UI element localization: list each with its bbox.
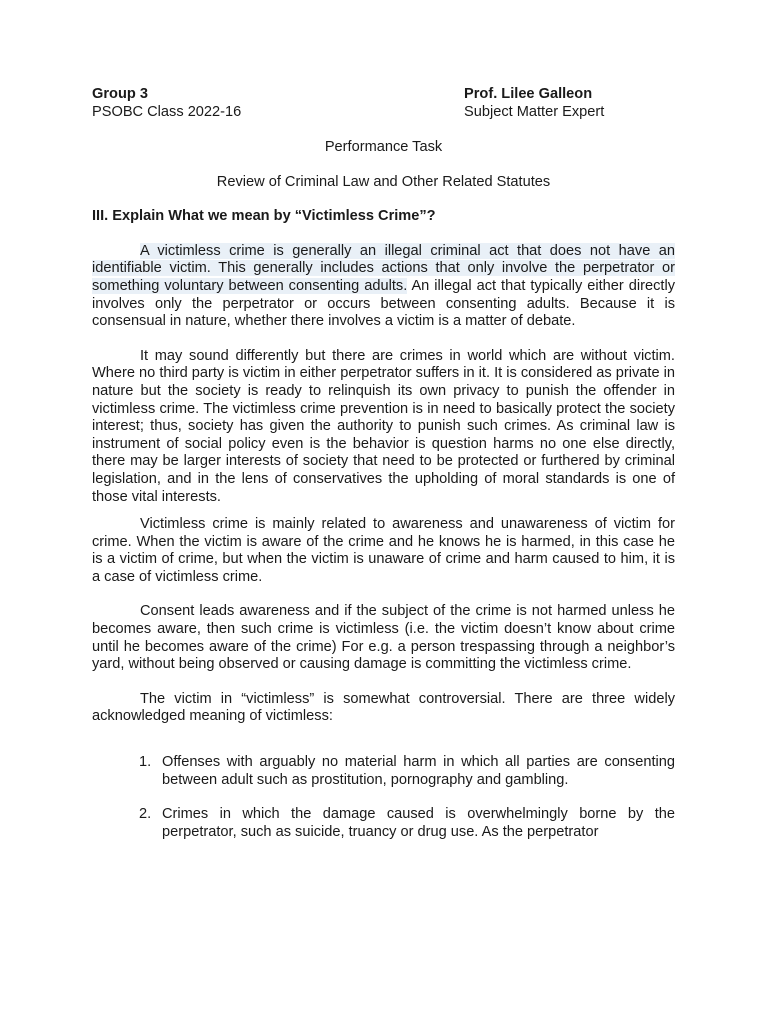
document-page	[92, 86, 675, 858]
paragraph-3: Victimless crime is mainly related to awareness and unawareness of victim for crime. When the victim is aware of the crime and he knows he is harmed, in this case he is a victim of crime, but when the victim is unaware of crime and harm caused to him, it is a case of victimless crime.	[92, 516, 675, 585]
document-header	[92, 86, 675, 122]
meanings-list	[92, 754, 675, 841]
list-item-text: Offenses with arguably no material harm in which all parties are consenting between adult such as prostitution, pornography and gambling.	[162, 754, 675, 788]
paragraph-4: Consent leads awareness and if the subject of the crime is not harmed unless he becomes aware, then such crime is victimless (i.e. the victim doesn’t know about crime until he becomes aware of the crime) For e.g. a person trespassing through a neighbor’s yard, without being observed or causing damage is committing the victimless crime.	[92, 603, 675, 673]
paragraph-1	[92, 243, 675, 331]
group-name: Group 3	[92, 86, 148, 102]
list-item-text: Crimes in which the damage caused is overwhelmingly borne by the perpetrator, such as suicide, truancy or drug use. As the perpetrator	[162, 806, 675, 840]
highlighted-text[interactable]: A victimless crime is generally an illegal criminal act that does not have an identifiable victim. This generally includes actions that only involve the perpetrator or something voluntary between consenting adults.	[92, 242, 675, 294]
professor-role: Subject Matter Expert	[464, 103, 605, 120]
subject-title: Review of Criminal Law and Other Related Statutes	[216, 173, 551, 190]
task-title: Performance Task	[324, 139, 443, 155]
professor-name: Prof. Lilee Galleon	[464, 86, 593, 102]
list-item-number: 1.	[139, 754, 152, 771]
paragraph-1-rest: An illegal act that typically either directly involves only the perpetrator or occurs between consenting adults. Because it is consensual in nature, whether there involves a victim is a matter of debate.	[92, 277, 675, 330]
class-name: PSOBC Class 2022-16	[92, 103, 242, 120]
list-item-number: 2.	[139, 806, 152, 823]
list-item	[139, 806, 675, 841]
paragraph-5: The victim in “victimless” is somewhat controversial. There are three widely acknowledged meaning of victimless:	[92, 690, 675, 725]
professor-info	[464, 86, 604, 121]
question-heading: III. Explain What we mean by “Victimless Crime”?	[92, 208, 436, 225]
paragraph-2: It may sound differently but there are crimes in world which are without victim. Where no third party is victim in either perpetrator suffers in it. It is considered as private in nature but the society is ready to relinquish its own privacy to punish the offender in victimless crime. The victimless crime prevention is in need to basically protect the society interest; thus, society has given the authority to punish such crimes. As criminal law is instrument of social policy even is the behavior is question harms no one else directly, there may be larger interests of society that need to be protected or furthered by criminal legislation, and in the lens of conservatives the upholding of moral standards is one of those vital interests.	[92, 347, 675, 505]
group-info	[92, 86, 241, 121]
list-item	[139, 754, 675, 789]
